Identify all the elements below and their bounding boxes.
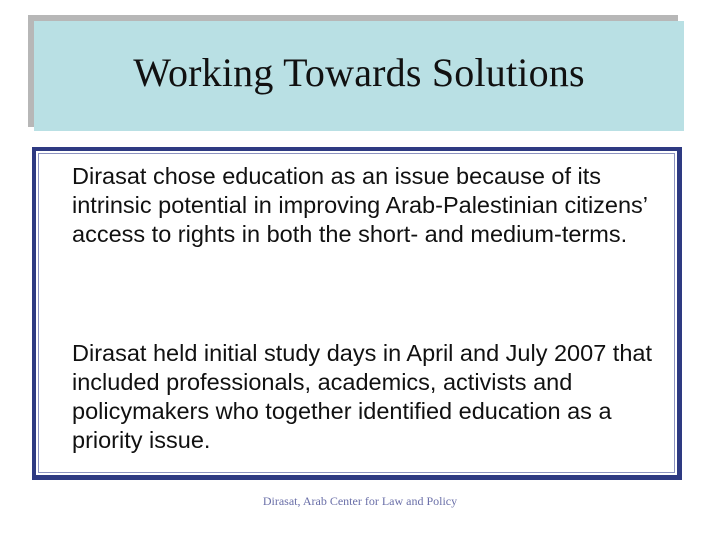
slide-footer: Dirasat, Arab Center for Law and Policy bbox=[262, 494, 458, 508]
title-box bbox=[34, 21, 684, 131]
content-box bbox=[32, 147, 682, 480]
paragraph-study-days: Dirasat held initial study days in April and July 2007 that included professionals, academics, activists and policymakers who together identified education as a priority issue. bbox=[72, 340, 652, 453]
slide-title: Working Towards Solutions bbox=[133, 50, 585, 95]
paragraph-education-choice: Dirasat chose education as an issue because of its intrinsic potential in improving Arab-Palestinian citizens’ access to rights in both the short- and medium-terms. bbox=[72, 163, 648, 247]
